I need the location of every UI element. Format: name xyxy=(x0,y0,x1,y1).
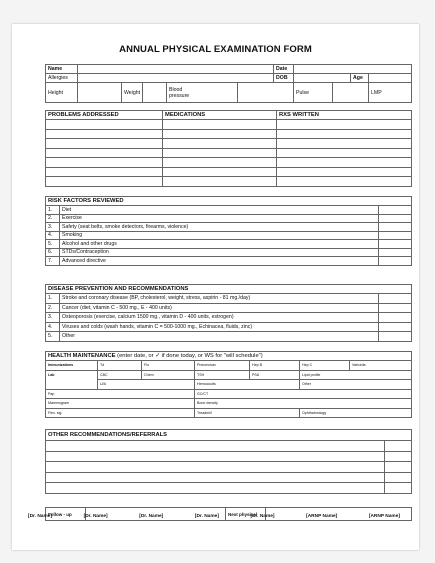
name-label: Name xyxy=(46,65,78,74)
problem-cell[interactable] xyxy=(46,139,163,149)
recommendation-check-cell[interactable] xyxy=(385,483,412,494)
lab-lipid-profile[interactable]: Lipid profile xyxy=(300,370,412,380)
risk-number: 5. xyxy=(46,240,60,249)
prevention-number: 5. xyxy=(46,332,60,342)
pap-cell[interactable]: Pap xyxy=(46,389,195,399)
risk-item: Safety (seat belts, smoke detectors, firearms, violence) xyxy=(60,223,379,232)
other-recommendations-table xyxy=(45,429,412,494)
treadmill-cell[interactable]: Treadmill xyxy=(195,408,300,418)
lab-psa[interactable]: PSA xyxy=(250,370,300,380)
pulse-label: Pulse xyxy=(294,83,333,103)
form-title: ANNUAL PHYSICAL EXAMINATION FORM xyxy=(119,44,312,55)
next-physical-label: Next physical xyxy=(226,508,266,521)
prevention-check-cell[interactable] xyxy=(379,332,412,342)
prevention-number: 2. xyxy=(46,303,60,313)
patient-info-table xyxy=(45,64,412,103)
risk-check-cell[interactable] xyxy=(379,223,412,232)
medications-header: MEDICATIONS xyxy=(163,111,277,120)
mammogram-cell[interactable]: Mammogram xyxy=(46,399,195,409)
risk-factors-table xyxy=(45,196,412,266)
weight-field[interactable] xyxy=(143,83,167,103)
medication-cell[interactable] xyxy=(163,177,277,187)
lmp-label: LMP xyxy=(369,83,412,103)
lab-cbc[interactable]: CBC xyxy=(98,370,142,380)
risk-check-cell[interactable] xyxy=(379,231,412,240)
risk-item: Exercise xyxy=(60,214,379,223)
lab-tsh[interactable]: TSH xyxy=(195,370,250,380)
recommendation-line[interactable] xyxy=(46,483,385,494)
follow-up-label: Follow - up xyxy=(46,508,86,521)
disease-prevention-header: DISEASE PREVENTION AND RECOMMENDATIONS xyxy=(46,285,412,294)
health-maintenance-header: HEALTH MAINTENANCE (enter date, or ✓ if done today, or WS for "will schedule") xyxy=(46,352,412,361)
rx-cell[interactable] xyxy=(277,148,412,158)
prevention-check-cell[interactable] xyxy=(379,303,412,313)
immunization-varicella[interactable]: Varicella xyxy=(350,361,412,371)
prevention-item: Osteoporosis (exercise, calcium 1500 mg., vitamin D - 400 units, estrogen) xyxy=(60,313,379,323)
signature-name: [ARNP Name] xyxy=(306,514,338,519)
allergies-field[interactable] xyxy=(78,74,274,83)
medication-cell[interactable] xyxy=(163,158,277,168)
lab-ua[interactable]: U/A xyxy=(98,380,195,390)
problem-cell[interactable] xyxy=(46,158,163,168)
prevention-item: Cancer (diet, vitamin C - 500 mg., E - 400 units) xyxy=(60,303,379,313)
risk-number: 1. xyxy=(46,206,60,215)
lab-hemoccults[interactable]: Hemoccults xyxy=(195,380,300,390)
recommendation-line[interactable] xyxy=(46,472,385,483)
recommendation-check-cell[interactable] xyxy=(385,451,412,462)
weight-label: Weight xyxy=(122,83,143,103)
dob-field[interactable] xyxy=(294,74,351,83)
risk-check-cell[interactable] xyxy=(379,214,412,223)
recommendation-check-cell[interactable] xyxy=(385,462,412,473)
problem-cell[interactable] xyxy=(46,167,163,177)
risk-number: 4. xyxy=(46,231,60,240)
prevention-check-cell[interactable] xyxy=(379,294,412,304)
disease-prevention-table xyxy=(45,284,412,342)
signature-name: [Dr. Name] xyxy=(28,514,52,519)
immunizations-label: Immunizations xyxy=(46,361,98,371)
problems-table xyxy=(45,110,412,187)
height-field[interactable] xyxy=(78,83,122,103)
lab-label: Lab xyxy=(46,370,98,389)
recommendation-line[interactable] xyxy=(46,462,385,473)
immunization-td[interactable]: Td xyxy=(98,361,142,371)
recommendation-check-cell[interactable] xyxy=(385,441,412,452)
risk-number: 6. xyxy=(46,248,60,257)
pulse-field[interactable] xyxy=(333,83,369,103)
immunization-hep-b[interactable]: Hep B xyxy=(250,361,300,371)
rx-cell[interactable] xyxy=(277,120,412,130)
form-page xyxy=(12,24,419,550)
medication-cell[interactable] xyxy=(163,167,277,177)
flex-sig-cell[interactable]: Flex. sig. xyxy=(46,408,195,418)
height-label: Height xyxy=(46,83,78,103)
problem-cell[interactable] xyxy=(46,120,163,130)
risk-item: Advanced directive xyxy=(60,257,379,266)
prevention-item: Stroke and coronary disease (BP, cholesterol, weight, stress, aspirin - 81 mg./day) xyxy=(60,294,379,304)
gc-ct-cell[interactable]: GC/CT xyxy=(195,389,412,399)
rx-cell[interactable] xyxy=(277,129,412,139)
age-label: Age xyxy=(351,74,369,83)
signature-row xyxy=(28,514,400,519)
prevention-number: 1. xyxy=(46,294,60,304)
problem-cell[interactable] xyxy=(46,129,163,139)
risk-factors-header: RISK FACTORS REVIEWED xyxy=(46,197,412,206)
date-label: Date xyxy=(274,65,294,74)
rx-cell[interactable] xyxy=(277,158,412,168)
risk-number: 7. xyxy=(46,257,60,266)
blood-pressure-field[interactable] xyxy=(238,83,294,103)
prevention-number: 3. xyxy=(46,313,60,323)
ophthalmology-cell[interactable]: Ophthalmology xyxy=(300,408,412,418)
recommendation-line[interactable] xyxy=(46,441,385,452)
name-field[interactable] xyxy=(78,65,274,74)
prevention-item: Other xyxy=(60,332,379,342)
prevention-check-cell[interactable] xyxy=(379,322,412,332)
immunization-hep-c[interactable]: Hep C xyxy=(300,361,350,371)
lab-other[interactable]: Other xyxy=(300,380,412,390)
immunization-pneumovax[interactable]: Pneumovax xyxy=(195,361,250,371)
medication-cell[interactable] xyxy=(163,120,277,130)
other-recommendations-header: OTHER RECOMMENDATIONS/REFERRALS xyxy=(46,430,412,441)
recommendation-line[interactable] xyxy=(46,451,385,462)
medication-cell[interactable] xyxy=(163,148,277,158)
risk-item: Alcohol and other drugs xyxy=(60,240,379,249)
risk-check-cell[interactable] xyxy=(379,257,412,266)
risk-item: STDs/Contraception xyxy=(60,248,379,257)
problem-cell[interactable] xyxy=(46,148,163,158)
date-field[interactable] xyxy=(294,65,412,74)
signature-name: [ARNP Name] xyxy=(368,514,400,519)
lab-chem[interactable]: Chem xyxy=(142,370,195,380)
signature-name: [Dr. Name] xyxy=(139,514,164,519)
risk-item: Diet xyxy=(60,206,379,215)
signature-name: [Dr. Name] xyxy=(83,514,108,519)
risk-number: 2. xyxy=(46,214,60,223)
immunization-flu[interactable]: Flu xyxy=(142,361,195,371)
rx-cell[interactable] xyxy=(277,139,412,149)
check-mark-icon: ✓ xyxy=(155,353,161,359)
prevention-number: 4. xyxy=(46,322,60,332)
age-field[interactable] xyxy=(369,74,412,83)
rx-cell[interactable] xyxy=(277,177,412,187)
signature-name: [Dr. Name] xyxy=(250,514,275,519)
signature-name: [Dr. Name] xyxy=(194,514,219,519)
rx-cell[interactable] xyxy=(277,167,412,177)
medication-cell[interactable] xyxy=(163,139,277,149)
dob-label: DOB xyxy=(274,74,294,83)
risk-check-cell[interactable] xyxy=(379,248,412,257)
rxs-written-header: RXS WRITTEN xyxy=(277,111,412,120)
risk-item: Smoking xyxy=(60,231,379,240)
problems-header: PROBLEMS ADDRESSED xyxy=(46,111,163,120)
recommendation-check-cell[interactable] xyxy=(385,472,412,483)
health-maintenance-table xyxy=(45,351,412,418)
allergies-label: Allergies xyxy=(46,74,78,83)
risk-check-cell[interactable] xyxy=(379,206,412,215)
problem-cell[interactable] xyxy=(46,177,163,187)
blood-pressure-label: Blood pressure xyxy=(167,83,238,103)
prevention-item: Viruses and colds (wash hands, vitamin C = 500-1000 mg., Echinacea, fluids, zinc) xyxy=(60,322,379,332)
medication-cell[interactable] xyxy=(163,129,277,139)
risk-number: 3. xyxy=(46,223,60,232)
bone-density-cell[interactable]: Bone density xyxy=(195,399,412,409)
risk-check-cell[interactable] xyxy=(379,240,412,249)
prevention-check-cell[interactable] xyxy=(379,313,412,323)
